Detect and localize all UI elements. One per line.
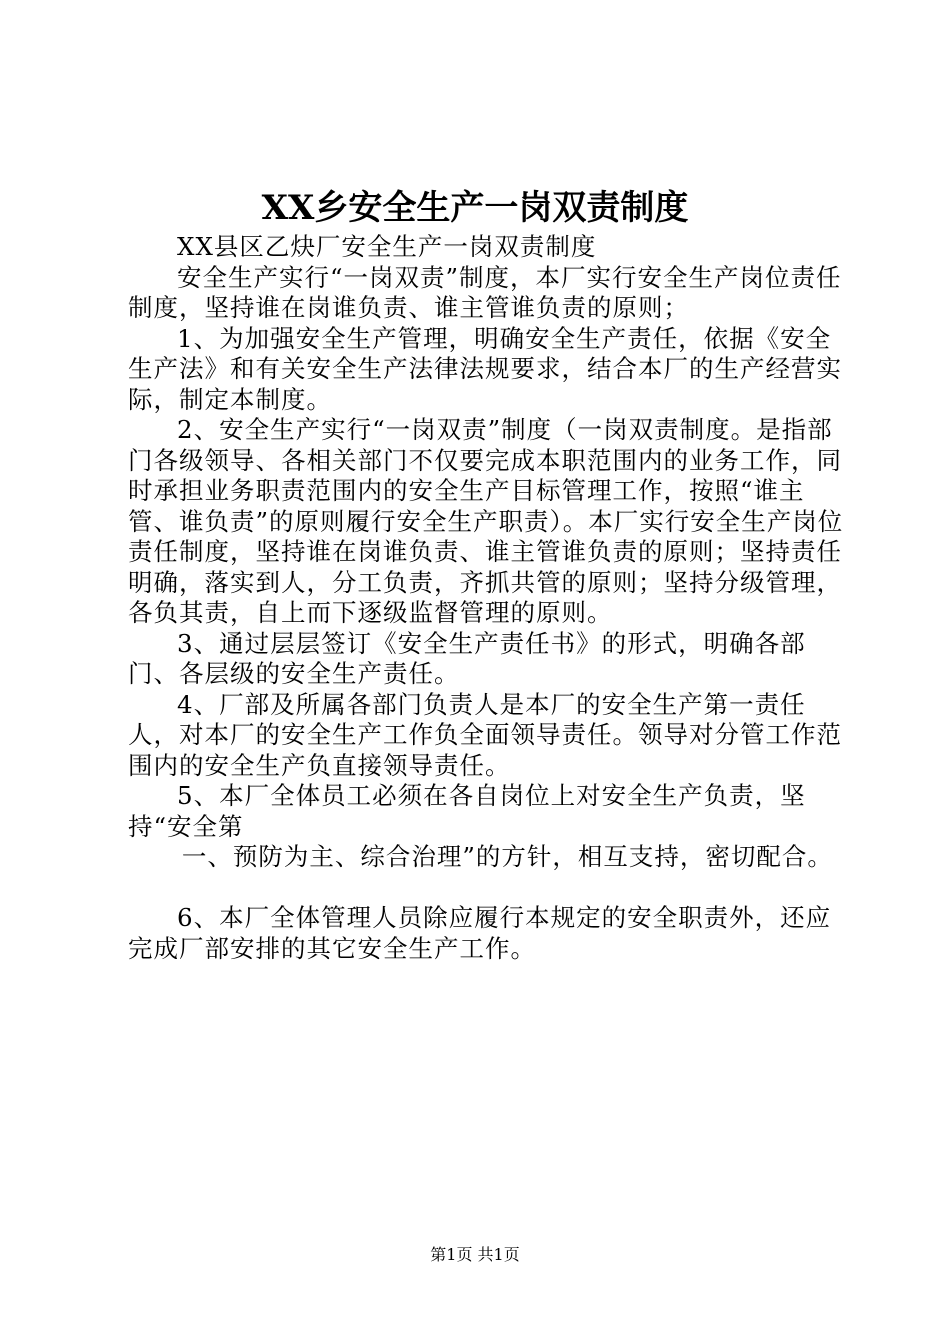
- document-subtitle: XX县区乙炔厂安全生产一岗双责制度: [177, 232, 597, 261]
- paragraph-item-4: 4、厂部及所属各部门负责人是本厂的安全生产第一责任人，对本厂的安全生产工作负全面领导责任。领导对分管工作范围内的安全生产负直接领导责任。: [128, 689, 842, 780]
- paragraph-item-3: 3、通过层层签订《安全生产责任书》的形式，明确各部门、各层级的安全生产责任。: [128, 628, 806, 688]
- paragraph-item-6: 6、本厂全体管理人员除应履行本规定的安全职责外，还应完成厂部安排的其它安全生产工作。: [128, 903, 832, 963]
- paragraph-item-2: 2、安全生产实行“一岗双责”制度（一岗双责制度。是指部门各级领导、各相关部门不仅要完成本职范围内的业务工作，同时承担业务职责范围内的安全生产目标管理工作，按照“谁主管、谁负责”的原则履行安全生产职责）。本厂实行安全生产岗位责任制度，坚持谁在岗谁负责、谁主管谁负责的原则；坚持责任明确，落实到人，分工负责，齐抓共管的原则；坚持分级管理，各负其责，自上而下逐级监督管理的原则。: [128, 415, 844, 627]
- page-footer: 第1页 共1页: [430, 1245, 520, 1264]
- paragraph-item-5: 5、本厂全体员工必须在各自岗位上对安全生产负责，坚持“安全第: [128, 781, 806, 841]
- document-body: [128, 232, 854, 964]
- paragraph-item-5-continuation: 一、预防为主、综合治理”的方针，相互支持，密切配合。: [181, 842, 833, 871]
- paragraph-spacer: [128, 873, 854, 904]
- paragraph-item-1: 1、为加强安全生产管理，明确安全生产责任，依据《安全生产法》和有关安全生产法律法规要求，结合本厂的生产经营实际，制定本制度。: [128, 323, 842, 414]
- document-title: XX乡安全生产一岗双责制度: [261, 188, 689, 228]
- paragraph-intro: 安全生产实行“一岗双责”制度，本厂实行安全生产岗位责任制度，坚持谁在岗谁负责、谁主管谁负责的原则；: [128, 262, 842, 322]
